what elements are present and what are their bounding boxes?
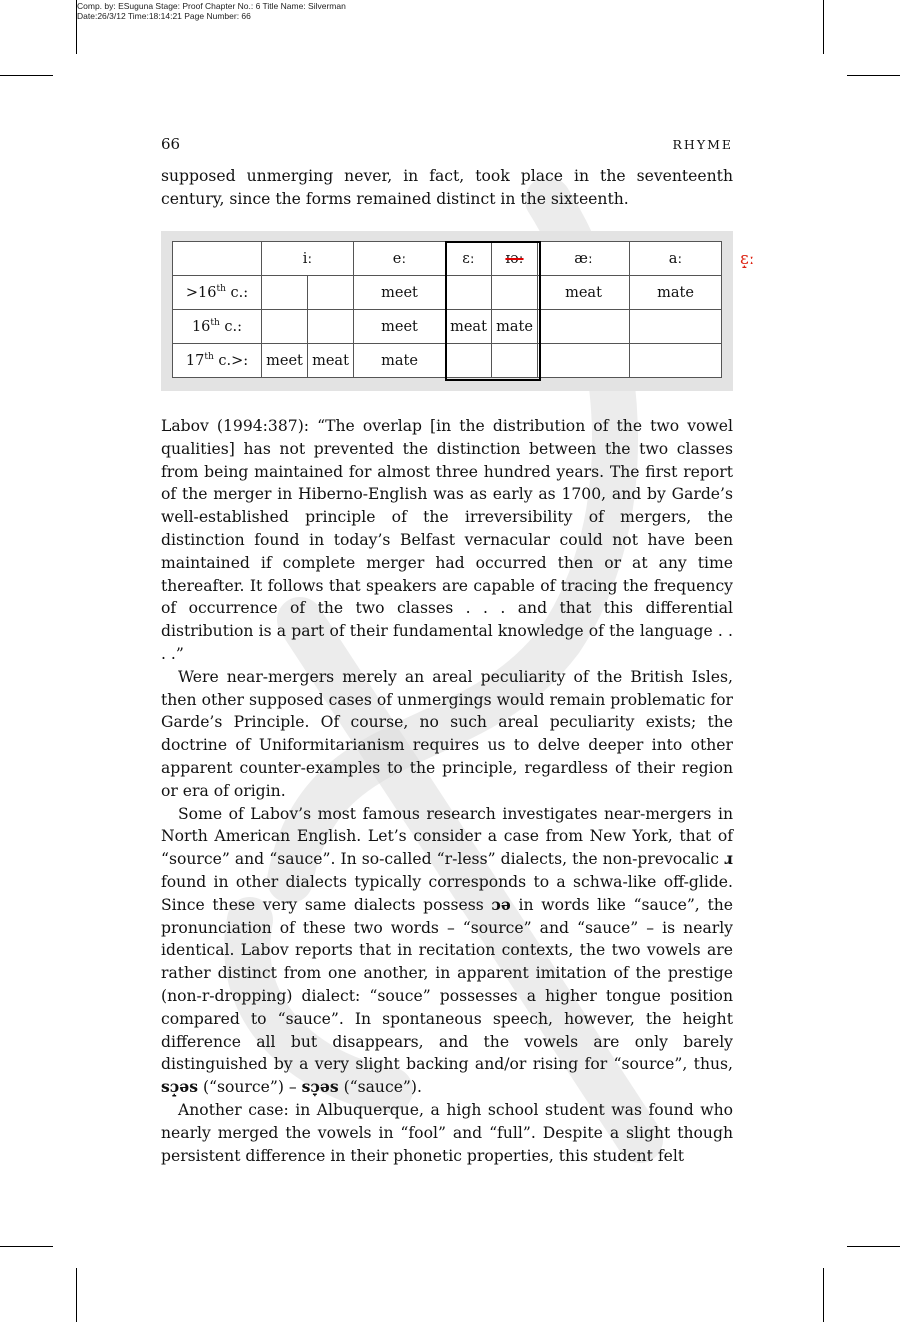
table-cell: meet (354, 310, 446, 344)
paragraph: Some of Labov’s most famous research investigates near-mergers in North American English. Let’s consider a case from New York, that of “source” and “sauce”. In so-called “r-less” dialects, the non-prevocalic ɹ found in other dialects typically corresponds to a schwa-like off-glide. Since these very same dialects possess ɔə in words like “sauce”, the pronunciation of these two words – “source” and “sauce” – is nearly identical. Labov reports that in recitation contexts, the two vowels are rather distinct from one another, in apparent imitation of the prestige (non-r-dropping) dialect: “souce” possesses a higher tongue position compared to “sauce”. In spontaneous speech, however, the height difference all but disappears, and the vowels are only barely distinguished by a very slight backing and/or rising for “source”, thus, sɔ̝əs (“source”) – sɔ̞əs (“sauce”). (161, 804, 733, 1097)
table-cell: meat (538, 276, 630, 310)
table-cell (173, 242, 262, 276)
table-cell: meat (446, 310, 492, 344)
ipa-symbol: sɔ̞əs (301, 1077, 339, 1097)
paragraph: Were near-mergers merely an areal peculiarity of the British Isles, then other supposed cases of unmergings would remain problematic for Garde’s Principle. Of course, no such areal peculiarity exists; the doctrine of Uniformitarianism requires us to delve deeper into other apparent counter-examples to the principle, regardless of their region or era of origin. (161, 667, 733, 800)
paragraph: supposed unmerging never, in fact, took place in the seventeenth century, since the forms remained distinct in the sixteenth. (161, 167, 733, 208)
chapter-title: RHYME (672, 137, 733, 152)
row-label: 16th c.: (173, 310, 262, 344)
table-cell: meet (354, 276, 446, 310)
table-cell (262, 276, 308, 310)
vowel-table-panel (161, 231, 733, 391)
table-cell: mate (492, 310, 538, 344)
table-cell: meet (262, 344, 308, 378)
body-text (161, 415, 733, 1167)
table-cell (262, 310, 308, 344)
struck-header: ɪəː (505, 250, 524, 267)
intro-text (161, 165, 733, 211)
table-header: ɛː (446, 242, 492, 276)
page-number: 66 (161, 135, 181, 153)
highlight-box (445, 241, 541, 381)
table-header: iː (262, 242, 354, 276)
table-cell (538, 310, 630, 344)
ipa-symbol: sɔ̝əs (161, 1077, 198, 1097)
paragraph: Another case: in Albuquerque, a high school student was found who nearly merged the vowels in “fool” and “full”. Despite a slight though persistent difference in their phonetic properties, this student felt (161, 1100, 733, 1165)
table-cell (630, 344, 722, 378)
row-label: 17th c.>: (173, 344, 262, 378)
table-cell (630, 310, 722, 344)
table-cell: mate (630, 276, 722, 310)
ipa-symbol: ɔə (491, 894, 511, 914)
row-label: >16th c.: (173, 276, 262, 310)
table-header: eː (354, 242, 446, 276)
proof-slug (77, 1, 346, 21)
table-cell: meat (308, 344, 354, 378)
slug-line: Comp. by: ESuguna Stage: Proof Chapter No.: 6 Title Name: Silverman (77, 1, 346, 11)
ipa-symbol: ɹ (724, 849, 733, 869)
table-cell (308, 310, 354, 344)
slug-line: Date:26/3/12 Time:18:14:21 Page Number: 66 (77, 11, 251, 21)
paragraph: Labov (1994:387): “The overlap [in the distribution of the two vowel qualities] has not prevented the distinction between the two classes from being maintained for almost three hundred years. The first report of the merger in Hiberno-English was as early as 1700, and by Garde’s well-established principle of the irreversibility of mergers, the distinction found in today’s Belfast vernacular could not have been maintained if complete merger had occurred then or at any time thereafter. It follows that speakers are capable of tracing the frequency of occurrence of the two classes . . . and that this differential distribution is a part of their fundamental knowledge of the language . . . .” (161, 417, 733, 663)
margin-correction: ɛ̝ː (740, 249, 755, 269)
table-header: aː (630, 242, 722, 276)
table-cell (538, 344, 630, 378)
table-header: æː (538, 242, 630, 276)
table-cell (308, 276, 354, 310)
table-cell: mate (354, 344, 446, 378)
